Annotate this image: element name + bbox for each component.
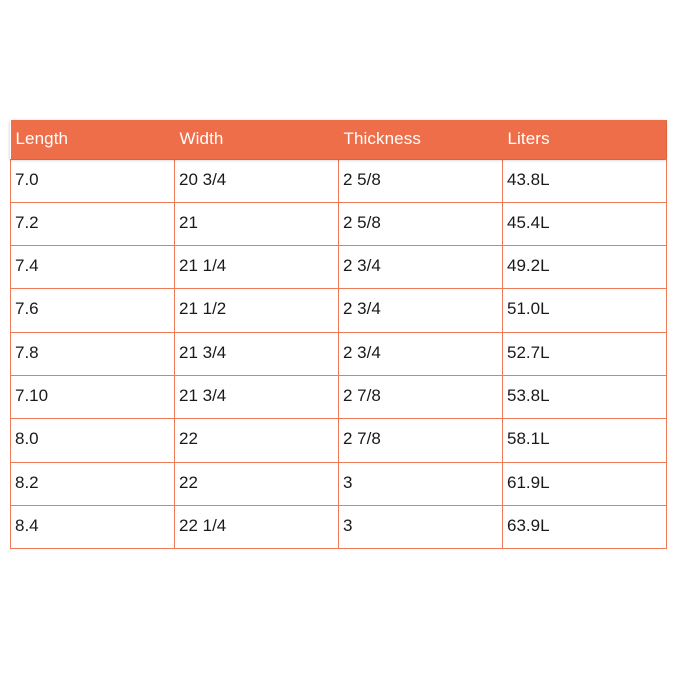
cell-length: 8.2 (11, 462, 175, 505)
cell-liters: 43.8L (503, 159, 667, 202)
size-table (10, 120, 667, 549)
cell-length: 7.6 (11, 289, 175, 332)
table-row (11, 375, 667, 418)
cell-thickness: 2 3/4 (339, 289, 503, 332)
cell-thickness: 3 (339, 462, 503, 505)
cell-thickness: 3 (339, 505, 503, 548)
cell-liters: 58.1L (503, 419, 667, 462)
size-table-container (10, 120, 666, 549)
cell-liters: 45.4L (503, 202, 667, 245)
cell-width: 21 1/4 (175, 246, 339, 289)
cell-thickness: 2 5/8 (339, 159, 503, 202)
cell-thickness: 2 5/8 (339, 202, 503, 245)
column-header-width: Width (179, 129, 224, 149)
table-row (11, 246, 667, 289)
cell-thickness: 2 3/4 (339, 332, 503, 375)
cell-width: 21 3/4 (175, 375, 339, 418)
table-row (11, 505, 667, 548)
column-header-thickness: Thickness (343, 129, 421, 149)
cell-length: 8.4 (11, 505, 175, 548)
cell-liters: 52.7L (503, 332, 667, 375)
column-header-length: Length (15, 129, 69, 149)
cell-width: 21 1/2 (175, 289, 339, 332)
table-header-row (11, 120, 667, 159)
cell-thickness: 2 3/4 (339, 246, 503, 289)
cell-width: 22 1/4 (175, 505, 339, 548)
column-header-liters: Liters (507, 129, 550, 149)
cell-liters: 53.8L (503, 375, 667, 418)
cell-width: 22 (175, 419, 339, 462)
table-row (11, 289, 667, 332)
cell-length: 7.2 (11, 202, 175, 245)
cell-thickness: 2 7/8 (339, 419, 503, 462)
cell-liters: 49.2L (503, 246, 667, 289)
cell-length: 7.10 (11, 375, 175, 418)
table-row (11, 419, 667, 462)
cell-liters: 51.0L (503, 289, 667, 332)
table-row (11, 462, 667, 505)
cell-liters: 63.9L (503, 505, 667, 548)
table-row (11, 159, 667, 202)
cell-length: 7.8 (11, 332, 175, 375)
cell-width: 21 (175, 202, 339, 245)
cell-width: 20 3/4 (175, 159, 339, 202)
cell-width: 21 3/4 (175, 332, 339, 375)
cell-width: 22 (175, 462, 339, 505)
cell-thickness: 2 7/8 (339, 375, 503, 418)
cell-liters: 61.9L (503, 462, 667, 505)
cell-length: 7.4 (11, 246, 175, 289)
cell-length: 7.0 (11, 159, 175, 202)
table-row (11, 332, 667, 375)
cell-length: 8.0 (11, 419, 175, 462)
table-row (11, 202, 667, 245)
